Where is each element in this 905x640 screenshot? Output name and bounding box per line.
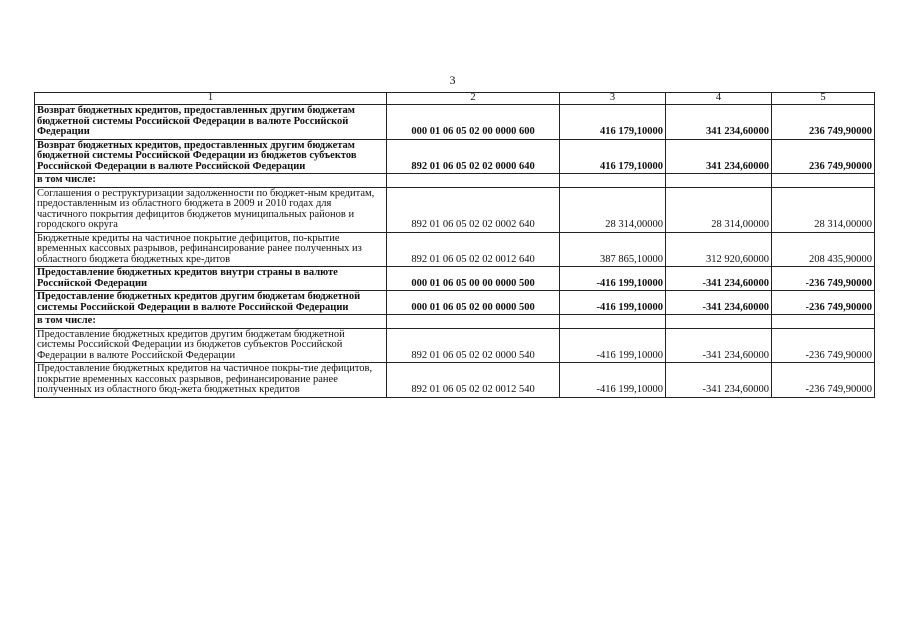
value-col-3: 387 865,10000	[560, 232, 666, 267]
value-col-3: -416 199,10000	[560, 291, 666, 315]
value-col-3: -416 199,10000	[560, 267, 666, 291]
table-row	[35, 187, 875, 232]
empty-cell	[666, 315, 772, 329]
header-row	[35, 93, 875, 105]
row-label: Предоставление бюджетных кредитов другим бюджетам бюджетной системы Российской Федерации из бюджетов субъектов Российской Федерации в валюте Российской Федерации	[35, 328, 387, 363]
value-col-5: -236 749,90000	[772, 363, 875, 398]
empty-cell	[772, 174, 875, 188]
page-number: 3	[449, 73, 456, 87]
table-row	[35, 139, 875, 174]
budget-table-body	[35, 93, 875, 398]
table-row	[35, 232, 875, 267]
value-col-4: 341 234,60000	[666, 139, 772, 174]
value-col-4: -341 234,60000	[666, 328, 772, 363]
empty-cell	[560, 315, 666, 329]
value-col-4: 312 920,60000	[666, 232, 772, 267]
budget-code: 000 01 06 05 02 00 0000 600	[387, 105, 560, 140]
budget-code: 000 01 06 05 02 00 0000 500	[387, 291, 560, 315]
value-col-4: 341 234,60000	[666, 105, 772, 140]
empty-cell	[387, 174, 560, 188]
budget-code: 892 01 06 05 02 02 0012 540	[387, 363, 560, 398]
empty-cell	[560, 174, 666, 188]
empty-cell	[666, 174, 772, 188]
table-row	[35, 291, 875, 315]
budget-code: 892 01 06 05 02 02 0000 640	[387, 139, 560, 174]
table-row	[35, 267, 875, 291]
value-col-5: -236 749,90000	[772, 291, 875, 315]
header-col-5: 5	[772, 93, 875, 105]
value-col-3: -416 199,10000	[560, 328, 666, 363]
header-col-2: 2	[387, 93, 560, 105]
budget-code: 892 01 06 05 02 02 0002 640	[387, 187, 560, 232]
value-col-4: 28 314,00000	[666, 187, 772, 232]
table-row	[35, 315, 875, 329]
table-row	[35, 105, 875, 140]
row-label: Предоставление бюджетных кредитов внутри страны в валюте Российской Федерации	[35, 267, 387, 291]
row-label: Возврат бюджетных кредитов, предоставленных другим бюджетам бюджетной системы Российской Федерации из бюджетов субъектов Российской Федерации в валюте Российской Федерации	[35, 139, 387, 174]
empty-cell	[387, 315, 560, 329]
value-col-5: 236 749,90000	[772, 139, 875, 174]
row-label: Возврат бюджетных кредитов, предоставленных другим бюджетам бюджетной системы Российской Федерации в валюте Российской Федерации	[35, 105, 387, 140]
budget-table	[34, 92, 875, 398]
row-label: в том числе:	[35, 174, 387, 188]
value-col-5: -236 749,90000	[772, 267, 875, 291]
value-col-4: -341 234,60000	[666, 267, 772, 291]
budget-code: 000 01 06 05 00 00 0000 500	[387, 267, 560, 291]
row-label: Предоставление бюджетных кредитов на частичное покры-тие дефицитов, покрытие временных кассовых разрывов, рефинансирование ранее полученных из областного бюд-жета бюджетных кредитов	[35, 363, 387, 398]
header-col-1: 1	[35, 93, 387, 105]
budget-code: 892 01 06 05 02 02 0000 540	[387, 328, 560, 363]
value-col-5: -236 749,90000	[772, 328, 875, 363]
row-label: в том числе:	[35, 315, 387, 329]
value-col-5: 208 435,90000	[772, 232, 875, 267]
value-col-5: 28 314,00000	[772, 187, 875, 232]
table-row	[35, 328, 875, 363]
row-label: Соглашения о реструктуризации задолженности по бюджет-ным кредитам, предоставленным из областного бюджета в 2009 и 2010 годах для частичного покрытия дефицитов бюджетов муниципальных районов и городского округа	[35, 187, 387, 232]
value-col-3: 416 179,10000	[560, 139, 666, 174]
budget-code: 892 01 06 05 02 02 0012 640	[387, 232, 560, 267]
empty-cell	[772, 315, 875, 329]
table-row	[35, 363, 875, 398]
value-col-5: 236 749,90000	[772, 105, 875, 140]
value-col-3: 416 179,10000	[560, 105, 666, 140]
value-col-3: -416 199,10000	[560, 363, 666, 398]
value-col-4: -341 234,60000	[666, 363, 772, 398]
row-label: Бюджетные кредиты на частичное покрытие дефицитов, по-крытие временных кассовых разрывов, рефинансирование ранее полученных из областного бюджета бюджетных кре-дитов	[35, 232, 387, 267]
table-row	[35, 174, 875, 188]
header-col-4: 4	[666, 93, 772, 105]
value-col-3: 28 314,00000	[560, 187, 666, 232]
header-col-3: 3	[560, 93, 666, 105]
value-col-4: -341 234,60000	[666, 291, 772, 315]
row-label: Предоставление бюджетных кредитов другим бюджетам бюджетной системы Российской Федерации в валюте Российской Федерации	[35, 291, 387, 315]
